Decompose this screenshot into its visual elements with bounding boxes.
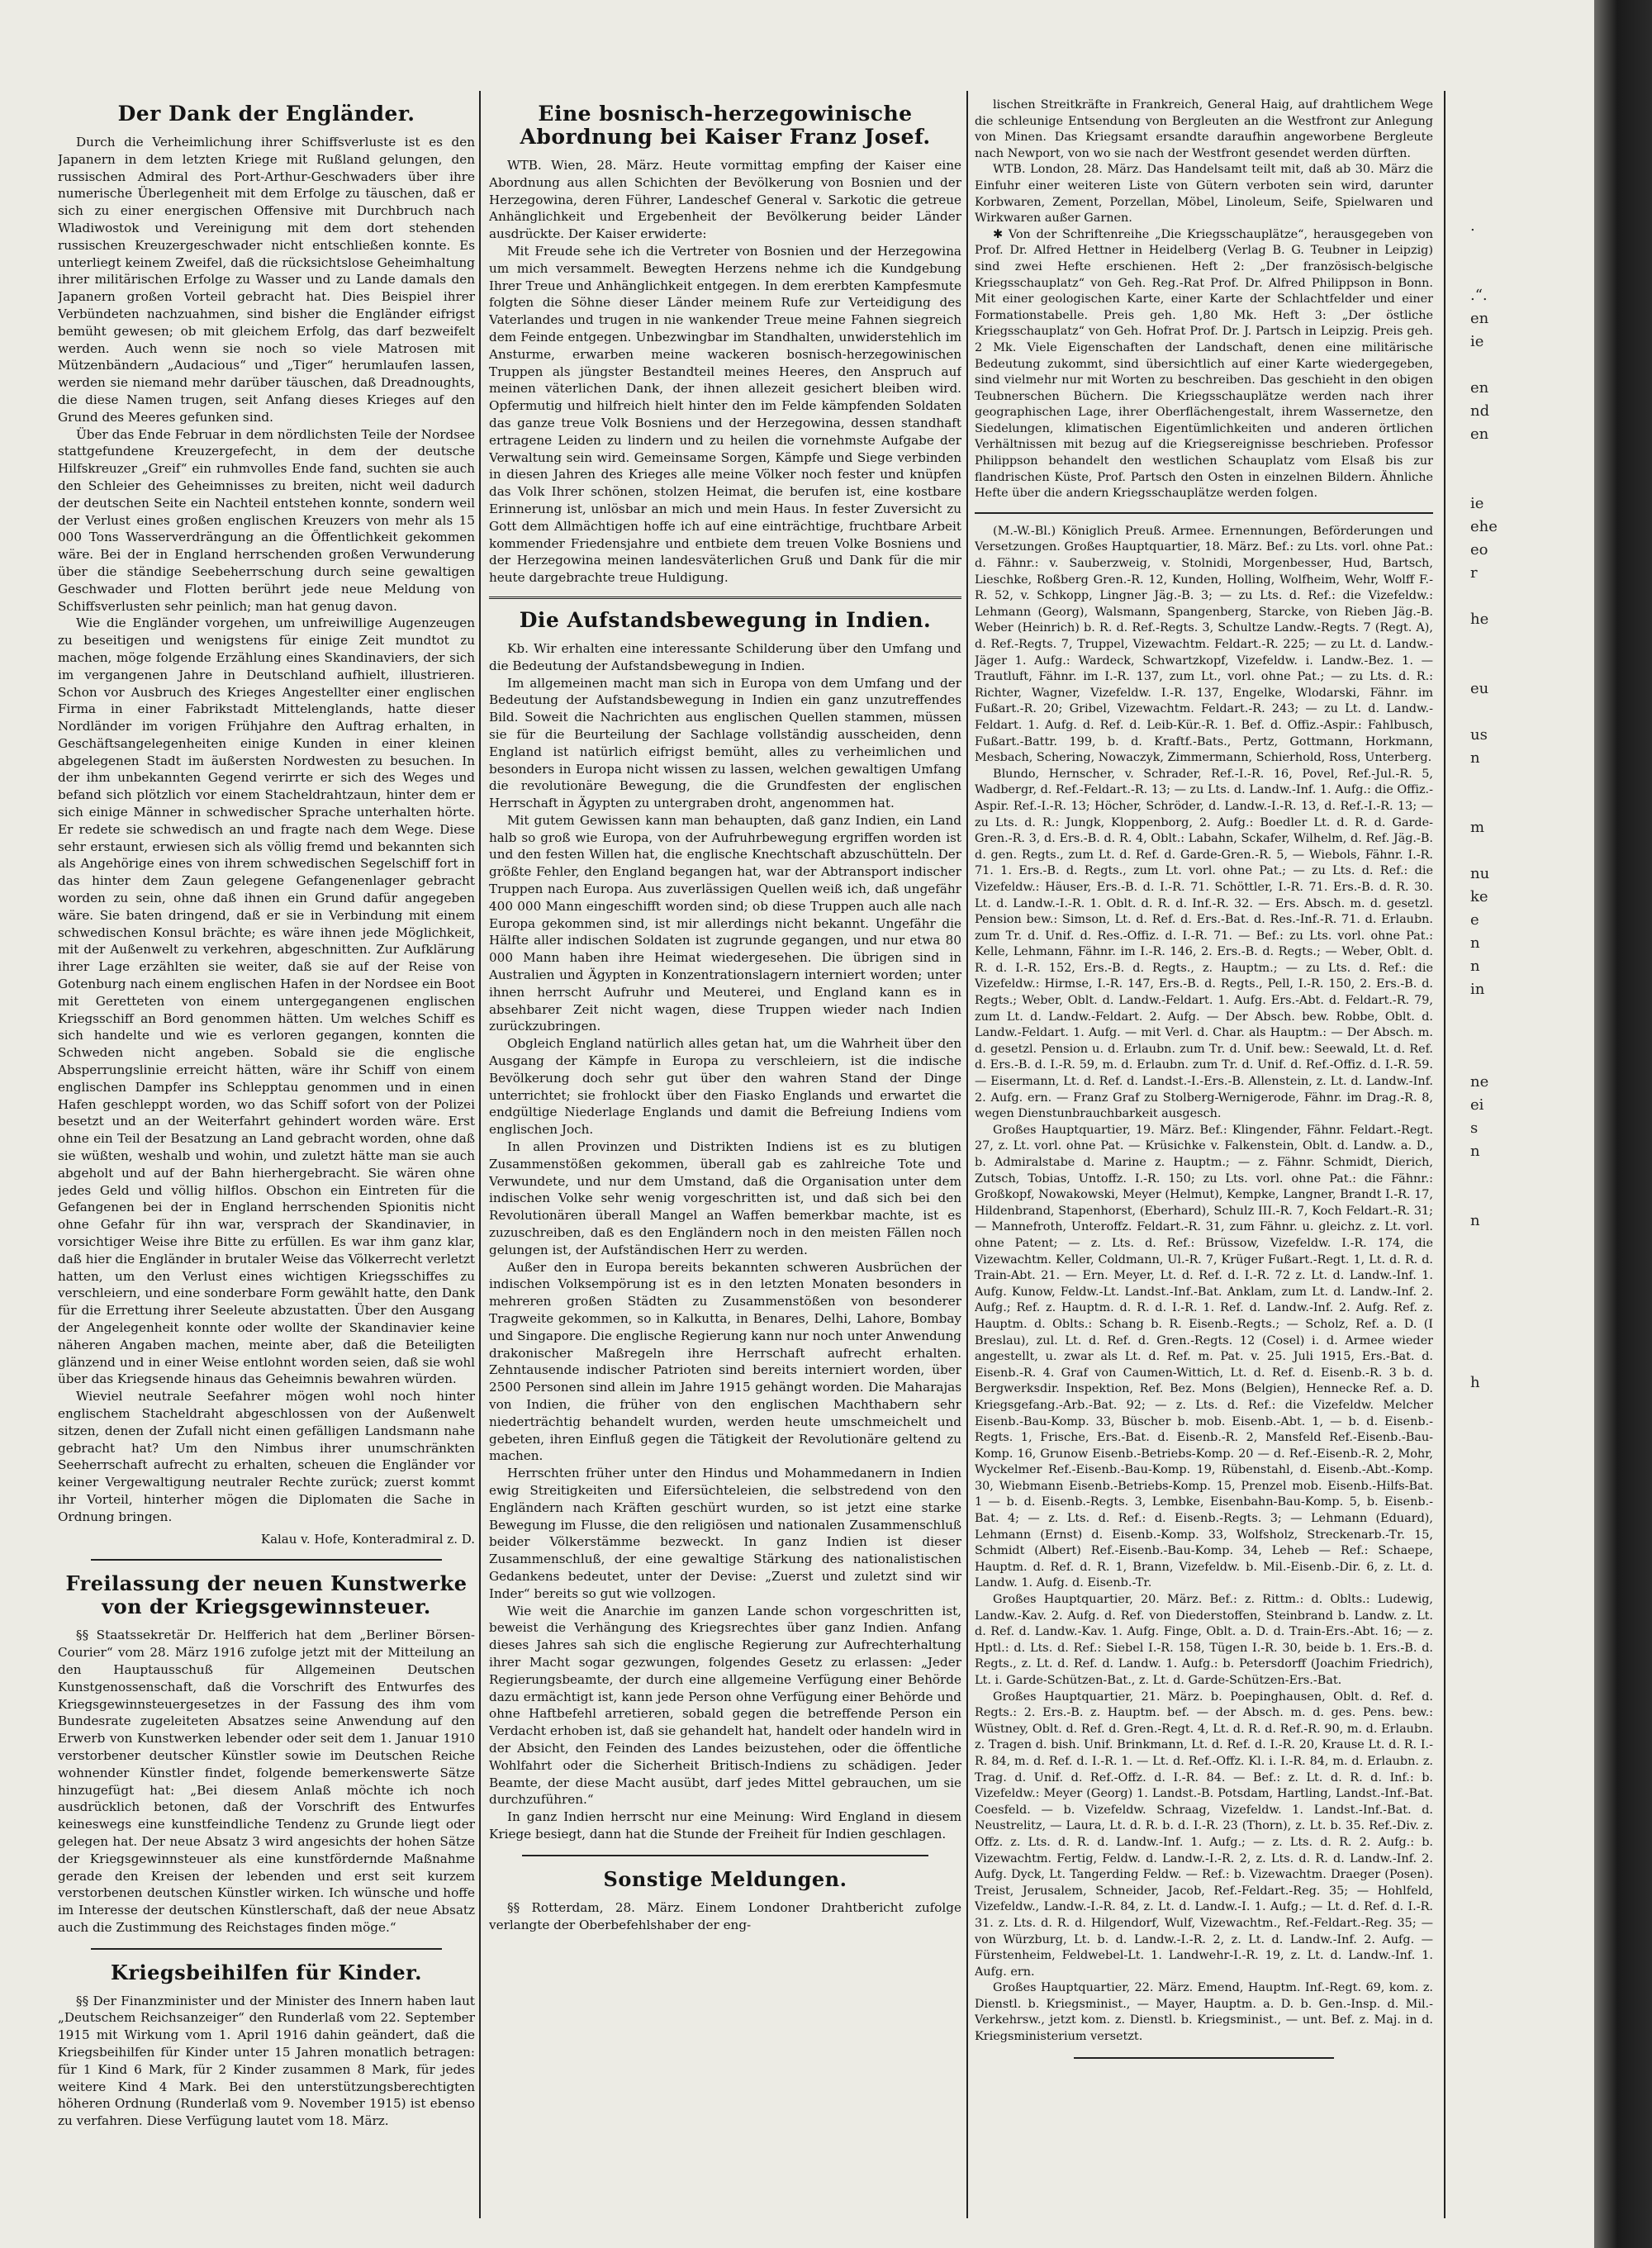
edge-fragment: eu: [1470, 680, 1489, 697]
scan-edge-shadow: [1594, 0, 1652, 2248]
article-title-kriegsbeihilfen: Kriegsbeihilfen für Kinder.: [111, 1960, 422, 1984]
adjacent-page-fragments: [1470, 215, 1594, 2156]
edge-fragment: ehe: [1470, 518, 1498, 535]
column-rule-1: [479, 91, 481, 2218]
edge-fragment: en: [1470, 310, 1489, 327]
edge-fragment: [1470, 1048, 1594, 1071]
edge-fragment: [1470, 1626, 1594, 1649]
edge-fragment: [1470, 1857, 1594, 1880]
edge-fragment: [1470, 1441, 1594, 1464]
paragraph: lischen Streitkräfte in Frankreich, General Haig, auf drahtlichem Wege die schleunige Entsendung von Bergleuten an die Westfront zur Anlegung von Minen. Das Kriegsamt ersandte daraufhin angeworbene Bergleute nach Newport, von wo sie nach der Westfront gesendet werden dürften.: [975, 98, 1433, 160]
paragraph: Großes Hauptquartier, 19. März. Bef.: Klingender, Fähnr. Feldart.-Regt. 27, z. Lt. vorl. ohne Pat. — Krüsichke v. Falkenstein, Oblt. d. Landw. a. D., b. Admiralstabe d. Marine z. Hauptm.; — z. Fähnr. Schmidt, Dierich, Zutsch, Tobias, Untoffz. I.-R. 150; zu Lts. vorl. ohne Pat.: die Fähnr.: Großkopf, Nowakowski, Meyer (Helmut), Kempke, Langner, Brandt I.-R. 17, Hildenbrand, Stapenhorst, (Eberhard), Schulz III.-R. 7, Koch Feldart.-R. 31; — Mannefroth, Unteroffz. Feldart.-R. 31, zum Fähnr. u. gleichz. z. Lt. vorl. ohne Patent; — z. Lts. d. Ref.: Brüssow, Vizefeldw. I.-R. 174, die Vizewachtm. Keller, Coldmann, Ul.-R. 7, Krüger Fußart.-Regt. 1, Lt. d. R. d. Train-Abt. 21. — Ern. Meyer, Lt. d. Ref. d. I.-R. 72 z. Lt. d. Landw.-Inf. 1. Aufg. Kunow, Feldw.-Lt. Landst.-Inf.-Bat. Anklam, zum Lt. d. Landw.-Inf. 2. Aufg.; Ref. z. Hauptm. d. R. d. I.-R. 1. Ref. d. Landw.-Inf. 2. Aufg. Ref. z. Hauptm. d. Oblts.: Schang b. R. Eisenb.-Regts.; — Scholz, Ref. a. D. (I Breslau), zul. Lt. d. Ref. d. Gren.-Regts. 12 (Cosel) i. d. Armee wieder angestellt, u. zwar als Lt. d. Ref. m. Pat. v. 25. Juli 1915, Ers.-Bat. d. Eisenb.-R. 4. Graf von Caumen-Wittich, Lt. d. Ref. d. Eisenb.-R. 3 b. d. Bergwerksdir. Inspektion, Ref. Bez. Mons (Belgien), Hennecke Ref. a. D. Kriegsgefang.-Arb.-Bat. 92; — z. Lts. d. Ref.: die Vizefeldw. Melcher Eisenb.-Bau-Komp. 33, Büscher b. mob. Eisenb.-Abt. 1, — b. d. Eisenb.-Regts. 1, Frische, Ers.-Bat. d. Eisenb.-R. 2, Mansfeld Ref.-Eisenb.-Bau-Komp. 16, Grunow Eisenb.-Betriebs-Komp. 20 — d. Ref.-Eisenb.-R. 2, Mohr, Wyckelmer Ref.-Eisenb.-Bau-Komp. 19, Rübenstahl, d. Eisenb.-Abt.-Komp. 30, Wiebmann Eisenb.-Betriebs-Komp. 15, Prenzel mob. Eisenb.-Hilfs-Bat. 1 — b. d. Eisenb.-Regts. 3, Lembke, Eisenbahn-Bau-Komp. 5, b. Eisenb.-Bat. 4; — z. Lts. d. Ref.: d. Eisenb.-Regts. 3; — Lehmann (Eduard), Lehmann (Ernst) d. Eisenb.-Komp. 33, Wolfsholz, Streckenarb.-Tr. 15, Schmidt (Albert) Ref.-Eisenb.-Bau-Komp. 34, Leheb — Ref.: Schaepe, Hauptm. d. Ref. d. R. 1, Brann, Vizefeldw. b. Mil.-Eisenb.-Dir. 6, z. Lt. d. Landw. 1. Aufg. d. Eisenb.-Tr.: [975, 1123, 1433, 1590]
edge-fragment: [1470, 1649, 1594, 1672]
edge-fragment: eo: [1470, 541, 1488, 558]
edge-fragment: [1470, 238, 1594, 261]
edge-fragment: n: [1470, 749, 1480, 767]
paragraph: Blundo, Hernscher, v. Schrader, Ref.-I.-R. 16, Povel, Ref.-Jul.-R. 5, Wadbergr, d. Ref.-Feldart.-R. 13; — zu Lts. d. Landw.-Inf. 1. Aufg.: die Offiz.-Aspir. Ref.-I.-R. 13; Höcher, Schröder, d. Landw.-I.-R. 13, d. Ref.-I.-R. 13; — zu Lts. d. R.: Jungk, Kloppenborg, 2. Aufg.: Boedler Lt. d. R. d. Garde-Gren.-R. 3, d. Ers.-B. d. R. 4, Oblt.: Labahn, Sckafer, Wilhelm, d. Ref. Jäg.-B. d. gen. Regts., zum Lt. d. Ref. d. Garde-Gren.-R. 5, — Wiebols, Fähnr. I.-R. 71. 1. Ers.-B. d. Regts., zum Lt. vorl. ohne Pat.; — zu Lts. d. Ref.: die Vizefeldw.: Häuser, Ers.-B. d. I.-R. 71. Schöttler, I.-R. 71. Ers.-B. d. R. 30. Lt. d. Landw.-I.-R. 1. Oblt. d. R. d. Inf.-R. 32. — Ers. Absch. m. d. gesetzl. Pension bew.: Simson, Lt. d. Ref. d. Ers.-Bat. d. Res.-Inf.-R. 71. d. Erlaubn. zum Tr. d. Unif. d. Res.-Offiz. d. I.-R. 71. — Bef.: zu Lts. vorl. ohne Pat.: Kelle, Lehmann, Fähnr. im I.-R. 146, 2. Ers.-B. d. Regts.; — Weber, Oblt. d. R. d. I.-R. 152, Ers.-B. d. Regts., z. Hauptm.; — zu Lts. d. Ref.: die Vizefeldw.: Hirmse, I.-R. 147, Ers.-B. d. Regts., Pell, I.-R. 150, 2. Ers.-B. d. Regts.; Weber, Oblt. d. Landw.-Feldart. 1. Aufg. Ers.-Abt. d. Feldart.-R. 79, zum Lt. d. Landw.-Feldart. 2. Aufg. — Der Absch. bew. Robbe, Oblt. d. Landw.-Feldart. 1. Aufg. — mit Verl. d. Char. als Hauptm.: — Der Absch. m. d. gesetzl. Pension u. d. Erlaubn. zum Tr. d. Unif. bew.: Seewald, Lt. d. Ref. d. Ers.-B. d. I.-R. 59, m. d. Erlaubn. zum Tr. d. Unif. d. Ref.-Offiz. d. I.-R. 59. — Eisermann, Lt. d. Ref. d. Landst.-I.-Ers.-B. Allenstein, z. Lt. d. Landw.-Inf. 2. Aufg. ern. — Franz Graf zu Stolberg-Wernigerode, Fähnr. im Drag.-R. 8, wegen Dienstunbrauchbarkeit ausgesch.: [975, 767, 1433, 1121]
edge-fragment: [1470, 1233, 1594, 1256]
edge-fragment: [1470, 631, 1594, 654]
edge-fragment: [1470, 1510, 1594, 1533]
paragraph: Obgleich England natürlich alles getan hat, um die Wahrheit über den Ausgang der Kämpfe in Europa zu verschleiern, ist die indische Bevölkerung doch sehr gut über den wahren Stand der Dinge unterrichtet; sie frohlockt über den Fiasko Englands und erwartet die endgültige Niederlage Englands und damit die Befreiung Indiens vom englischen Joch.: [489, 1036, 961, 1138]
separator: [91, 1948, 442, 1950]
edge-fragment: en: [1470, 425, 1489, 443]
paragraph: Großes Hauptquartier, 20. März. Bef.: z. Rittm.: d. Oblts.: Ludewig, Landw.-Kav. 2. Aufg. d. Ref. von Diederstoffen, Steinbrand b. Landw. z. Lt. d. Ref. d. Landw.-Kav. 1. Aufg. Finge, Oblt. a. D. d. Train-Ers.-Abt. 16; — z. Hptl.: d. Lts. d. Ref.: Siebel I.-R. 158, Tügen I.-R. 30, beide b. 1. Ers.-B. d. Regts., z. Lt. d. Ref. d. Landw. 1. Aufg.: b. Petersdorff (Joachim Friedrich), Lt. i. Garde-Schützen-Bat., z. Lt. d. Garde-Schützen-Ers.-Bat.: [975, 1593, 1433, 1687]
edge-fragment: [1470, 1325, 1594, 1348]
edge-fragment: [1470, 1927, 1594, 1950]
column-2: [489, 97, 961, 2237]
paragraph: §§ Rotterdam, 28. März. Einem Londoner Drahtbericht zufolge verlangte der Oberbefehlshaber der eng-: [489, 1899, 961, 1932]
article-title-meldungen: Sonstige Meldungen.: [603, 1866, 847, 1891]
edge-fragment: [1470, 1742, 1594, 1765]
edge-fragment: [1470, 585, 1594, 608]
paragraph: WTB. Wien, 28. März. Heute vormittag empfing der Kaiser eine Abordnung aus allen Schichten der Bevölkerung von Bosnien und der Herzegowina, deren Führer, Landeschef General v. Sarkotic die getreue Anhänglichkeit und Ergebenheit der Bevölkerung beider Länder ausdrückte. Der Kaiser erwiderte:: [489, 158, 961, 242]
column-1: [58, 97, 475, 2237]
paragraph: Großes Hauptquartier, 21. März. b. Poepinghausen, Oblt. d. Ref. d. Regts.: 2. Ers.-B. z. Hauptm. bef. — der Absch. m. d. ges. Pens. bew.: Wüstney, Oblt. d. Ref. d. Gren.-Regt. 4, Lt. d. R. d. Ref.-R. 90, m. d. Erlaubn. z. Tragen d. bish. Unif. Brinkmann, Lt. d. Ref. d. I.-R. 20, Krause Lt. d. R. I.-R. 84, m. d. Ref. d. I.-R. 1. — Lt. d. Ref.-Offz. Kl. i. I.-R. 84, m. d. Erlaubn. z. Trag. d. Unif. d. Ref.-Offz. d. I.-R. 84. — Bef.: z. Lt. d. R. d. Inf.: b. Vizefeldw.: Meyer (Georg) 1. Landst.-B. Potsdam, Hartling, Landst.-Inf.-Bat. Coesfeld. — b. Vizefeldw. Schraag, Vizefeldw. 1. Landst.-Inf.-Bat. d. Neustrelitz, — Laura, Lt. d. R. b. d. I.-R. 23 (Thorn), z. Lt. b. 35. Ref.-Div. z. Offz. z. Lts. d. R. d. Landw.-Inf. 1. Aufg.; — z. Lts. d. R. 2. Aufg.: b. Vizewachtm. Fertig, Feldw. d. Landw.-I.-R. 2, z. Lts. d. R. d. Landw.-Inf. 2. Aufg. Dyck, Lt. Tangerding Feldw. — Ref.: b. Vizewachtm. Draeger (Posen). Treist, Jerusalem, Schneider, Jacob, Ref.-Feldart.-Reg. 35; — Hohlfeld, Vizefeldw., Landw.-I.-R. 84, z. Lt. d. Landw.-I. 1. Aufg.; — Lt. d. Ref. d. I.-R. 31. z. Lts. d. R. d. Hilgendorf, Wulf, Vizewachtm., Ref.-Feldart.-Reg. 35; — von Würzburg, Lt. b. d. Landw.-I.-R. 2, z. Lt. d. Landw.-Inf. 2. Aufg. — Fürstenheim, Feldwebel-Lt. 1. Landwehr-I.-R. 19, z. Lt. d. Landw.-Inf. 1. Aufg. ern.: [975, 1690, 1433, 1979]
edge-fragment: ei: [1470, 1096, 1484, 1114]
paragraph: Über das Ende Februar in dem nördlichsten Teile der Nordsee stattgefundene Kreuzergefecht, in dem der deutsche Hilfskreuzer „Greif“ ein ruhmvolles Ende fand, suchten sie auch den Schleier des Geheimnisses zu breiten, nicht weil dadurch der deutschen Seite ein Nachteil entstehen konnte, sondern weil der Verlust eines großen englischen Kreuzers von mehr als 15 000 Tons Wasserverdrängung an die Öffentlichkeit gekommen wäre. Bei der in England herrschenden großen Verwunderung über die ständige Seebeherrschung durch seine gewaltigen Geschwader und Flotten berührt jede neue Meldung von Schiffsverlusten sehr peinlich; man hat genug davon.: [58, 426, 475, 614]
edge-fragment: [1470, 1765, 1594, 1788]
paragraph: In ganz Indien herrscht nur eine Meinung: Wird England in diesem Kriege besiegt, dann hat die Stunde der Freiheit für Indien geschlagen.: [489, 1809, 961, 1842]
edge-fragment: [1470, 1186, 1594, 1210]
paragraph: Wie weit die Anarchie im ganzen Lande schon vorgeschritten ist, beweist die Verhängung des Kriegsrechtes über ganz Indien. Anfang dieses Jahres sah sich die englische Regierung zur Aufrechterhaltung ihrer Macht sogar gezwungen, folgendes Gesetz zu erlassen: „Jeder Regierungsbeamte, der durch eine allgemeine Verfügung einer Behörde dazu ermächtigt ist, kann jede Person ohne Verfügung einer Behörde und ohne Haftbefehl arretieren, sobald gegen die betreffende Person ein Verdacht erhoben ist, daß sie gehandelt hat, handelt oder handeln wird in der Absicht, den Feinden des Landes beizustehen, oder die öffentliche Wohlfahrt oder die Sicherheit Britisch-Indiens zu schädigen. Jeder Beamte, der diese Macht ausübt, darf jedes Mittel gebrauchen, um sie durchzuführen.“: [489, 1603, 961, 1808]
edge-fragment: [1470, 701, 1594, 724]
edge-fragment: n: [1470, 934, 1480, 952]
end-rule: [1074, 2057, 1334, 2059]
article-body-kunstwerke: [58, 1627, 475, 1936]
edge-fragment: us: [1470, 726, 1488, 744]
edge-fragment: [1470, 1672, 1594, 1695]
column-rule-2: [966, 91, 968, 2218]
edge-fragment: nu: [1470, 865, 1490, 882]
paragraph: Im allgemeinen macht man sich in Europa von dem Umfang und der Bedeutung der Aufstandsbewegung in Indien ein ganz unzutreffendes Bild. Soweit die Nachrichten aus englischen Quellen stammen, müssen sie für die Beurteilung der Sachlage vollständig ausscheiden, denn England ist natürlich eifrigst bemüht, alles zu verheimlichen und besonders in Europa nicht wissen zu lassen, welchen gewaltigen Umfang die revolutionäre Bewegung, die die Grundfesten der englischen Herrschaft in Ägypten zu untergraben droht, angenommen hat.: [489, 675, 961, 811]
edge-fragment: [1470, 1464, 1594, 1487]
edge-fragment: r: [1470, 564, 1478, 582]
edge-fragment: [1470, 1279, 1594, 1302]
edge-fragment: [1470, 1348, 1594, 1371]
paragraph: (M.-W.-Bl.) Königlich Preuß. Armee. Ernennungen, Beförderungen und Versetzungen. Großes Hauptquartier, 18. März. Bef.: zu Lts. vorl. ohne Pat.: d. Fähnr.: v. Sauberzweig, v. Stolnidi, Morgenbesser, Hud, Bartsch, Lieschke, Roßberg Gren.-R. 12, Kunden, Holling, Wolfheim, Wehr, Wolff F.-R. 52, v. Schkopp, Lingner Jäg.-B. 3; — zu Lts. d. Ref.: die Vizefeldw.: Lehmann (Georg), Walsmann, Spangenberg, Starcke, von Rieben Jäg.-B. Weber (Heinrich) b. R. d. Ref.-Regts. 3, Schultze Landw.-Regts. 7 (Regt. A), d. Ref.-Regts. 7, Truppel, Vizewachtm. Feldart.-R. 225; — zu Lt. d. Landw.-Jäger 1. Aufg.: Wardeck, Schwartzkopf, Vizefeldw. i. Landw.-Bez. 1. — Trautluft, Fähnr. im I.-R. 137, zum Lt., vorl. ohne Pat.; — zu Lts. d. R.: Richter, Wagner, Vizefeldw. I.-R. 137, Engelke, Wlodarski, Fähnr. im Fußart.-R. 20; Gribel, Vizewachtm. Feldart.-R. 243; — zu Lt. d. Landw.-Feldart. 1. Aufg. d. Ref. d. Leib-Kür.-R. 1. Bef. d. Offiz.-Aspir.: Fahlbusch, Fußart.-Battr. 199, b. d. Kraftf.-Bats., Pertz, Gottmann, Horkmann, Mesbach, Schering, Nowaczyk, Zimmermann, Schierhold, Ross, Unterberg.: [975, 524, 1433, 765]
edge-fragment: n: [1470, 1143, 1480, 1160]
paragraph: §§ Der Finanzminister und der Minister des Innern haben laut „Deutschem Reichsanzeiger“ den Runderlaß vom 22. September 1915 mit Wirkung vom 1. April 1916 dahin geändert, daß die Kriegsbeihilfen für Kinder unter 15 Jahren monatlich betragen: für 1 Kind 6 Mark, für 2 Kinder zusammen 8 Mark, für jedes weitere Kind 4 Mark. Bei den unterstützungsberechtigten höheren Ordnung (Runderlaß vom 9. November 1915) ist ebenso zu verfahren. Diese Verfügung lautet vom 18. März.: [58, 1993, 475, 2129]
edge-fragment: [1470, 1903, 1594, 1927]
article-body-meldungen-cont: [975, 97, 1433, 502]
paragraph: Herrschten früher unter den Hindus und Mohammedanern in Indien ewig Streitigkeiten und Eifersüchteleien, die selbstredend von den Engländern nach Kräften geschürt wurden, so ist jetzt eine starke Bewegung im Flusse, die den religiösen und nationalen Zusammenschluß beider Völkerstämme bezweckt. In ganz Indien ist dieser Zusammenschluß, der eine gewaltige Stärkung des nationalistischen Gedankens bedeutet, unter der Devise: „Zuerst und zuletzt sind wir Inder“ bereits so gut wie vollzogen.: [489, 1466, 961, 1601]
edge-fragment: [1470, 1811, 1594, 1834]
edge-fragment: [1470, 261, 1594, 284]
article-title-kunstwerke: Freilassung der neuen Kunstwerke von der Kriegsgewinnsteuer.: [65, 1571, 468, 1619]
paragraph: Kb. Wir erhalten eine interessante Schilderung über den Umfang und die Bedeutung der Aufstandsbewegung in Indien.: [489, 640, 961, 673]
edge-fragment: [1470, 1163, 1594, 1186]
article-body-meldungen: [489, 1899, 961, 1934]
column-3: [975, 97, 1433, 2237]
edge-fragment: m: [1470, 819, 1485, 836]
edge-fragment: [1470, 793, 1594, 816]
edge-fragment: [1470, 1556, 1594, 1580]
article-body-kriegsbeihilfen: [58, 1993, 475, 2130]
edge-fragment: ke: [1470, 888, 1488, 905]
separator: [975, 512, 1433, 514]
edge-fragment: [1470, 1580, 1594, 1603]
edge-fragment: [1470, 1695, 1594, 1718]
edge-fragment: [1470, 2019, 1594, 2042]
paragraph: WTB. London, 28. März. Das Handelsamt teilt mit, daß ab 30. März die Einfuhr einer weiteren Liste von Gütern verboten sein wird, darunter Korbwaren, Zement, Porzellan, Möbel, Linoleum, Seife, Spielwaren und Wirkwaren außer Garnen.: [975, 163, 1433, 226]
edge-fragment: [1470, 1788, 1594, 1811]
edge-fragment: [1470, 839, 1594, 863]
edge-fragment: [1470, 1880, 1594, 1903]
article-body-abordnung: [489, 157, 961, 587]
article-body-armee: [975, 524, 1433, 2046]
paragraph: Außer den in Europa bereits bekannten schweren Ausbrüchen der indischen Volksempörung ist es in den letzten Monaten besonders in mehreren großen Städten zu Zusammenstößen von besonderer Tragweite gekommen, so in Kalkutta, in Benares, Delhi, Lahore, Bombay und Singapore. Die englische Regierung kann nur noch unter Anwendung drakonischer Maßregeln ihre Herrschaft aufrecht erhalten. Zehntausende indischer Patrioten sind bereits interniert worden, über 2500 Personen sind allein im Jahre 1915 gehängt worden. Die Maharajas von Indien, die früher von den englischen Machthabern sehr niederträchtig behandelt wurden, werden heute umschmeichelt und gebeten, ihren Einfluß gegen die Tätigkeit der Revolutionäre geltend zu machen.: [489, 1259, 961, 1464]
article-body-dank: [58, 134, 475, 1526]
edge-fragment: [1470, 1973, 1594, 1996]
edge-fragment: [1470, 1395, 1594, 1418]
article-signature: Kalau v. Hofe, Konteradmiral z. D.: [260, 1531, 475, 1547]
edge-fragment: [1470, 1533, 1594, 1556]
edge-fragment: [1470, 1487, 1594, 1510]
column-rule-3: [1444, 91, 1446, 2218]
edge-fragment: [1470, 1950, 1594, 1973]
separator: [489, 596, 961, 599]
edge-fragment: [1470, 354, 1594, 377]
paragraph: Großes Hauptquartier, 22. März. Emend, Hauptm. Inf.-Regt. 69, kom. z. Dienstl. b. Kriegsminist., — Mayer, Hauptm. a. D. b. Gen.-Insp. d. Mil.-Verkehrsw., jetzt kom. z. Dienstl. b. Kriegsminist., — unt. Bef. z. Maj. in d. Kriegsministerium versetzt.: [975, 1981, 1433, 2044]
paragraph: Wieviel neutrale Seefahrer mögen wohl noch hinter englischem Stacheldraht abgeschlossen von der Außenwelt sitzen, denen der Zufall nicht einen gefälligen Landsmann nahe gebracht hat? Um den Nimbus ihrer unumschränkten Seeherrschaft aufrecht zu erhalten, scheuen die Engländer vor keiner Vergewaltigung neutraler Rechte zurück; zuerst kommt ihr Vorteil, hinterher mögen die Diplomaten die Sache in Ordnung bringen.: [58, 1389, 475, 1524]
separator: [522, 1855, 928, 1856]
paragraph: Wie die Engländer vorgehen, um unfreiwillige Augenzeugen zu beseitigen und wenigstens für einige Zeit mundtot zu machen, möge folgende Erzählung eines Skandinaviers, der sich im vergangenen Jahre in Deutschland aufhielt, illustrieren. Schon vor Ausbruch des Krieges Angestellter einer englischen Firma in einer Fabrikstadt Mittelenglands, hatte dieser Nordländer im vorigen Frühjahre den Auftrag erhalten, in Geschäftsangelegenheiten einige Kunden in einer kleinen abgelegenen Stadt im äußersten Nordwesten zu besuchen. In der ihm unbekannten Gegend verirrte er sich des Weges und befand sich plötzlich vor einem Stacheldrahtzaun, hinter dem er sich einige Männer in schwedischer Sprache unterhalten hörte. Er redete sie schwedisch an und fragte nach dem Wege. Diese sehr erstaunt, erwiesen sich als völlig fremd und bekannten sich als Angehörige eines von ihrem schwedischen Segelschiff fort in das hinter dem Zaun gelegene Gefangenenlager gebracht worden zu sein, ohne daß ihnen ein Grund dafür angegeben wäre. Sie baten dringend, daß er sie in Verbindung mit einem schwedischen Konsul brächte; es wäre ihnen jede Möglichkeit, mit der Außenwelt zu verkehren, abgeschnitten. Zur Aufklärung ihrer Lage erzählten sie weiter, daß sie auf der Reise von Gotenburg nach einem englischen Hafen in der Nordsee ein Boot mit Geretteten von einem untergegangenen englischen Kriegsschiff an Bord genommen hätten. Um welches Schiff es sich handelte und wie es verloren gegangen, konnten die Schweden nicht angeben. Sobald sie die englische Absperrungslinie erreicht hätten, wäre ihr Schiff von einem englischen Dampfer ins Schlepptau genommen und in einen Hafen geschleppt worden, wo das Schiff sofort von der Polizei besetzt und an der Weiterfahrt gehindert worden wäre. Erst ohne ein Teil der Besatzung an Land gebracht worden, ohne daß sie wüßten, weshalb und wohin, und zuletzt hätte man sie auch abgeholt und auf der Bahn hierhergebracht. Sie wären ohne jedes Geld und völlig hilflos. Obschon ein Eintreten für die Gefangenen bei der in England herrschenden Spionitis nicht ohne Gefahr für ihn war, versprach der Skandinavier, in vorsichtiger Weise ihre Bitte zu erfüllen. Es war ihm ganz klar, daß hier die Engländer in brutaler Weise das Völkerrecht verletzt hatten, um den Verlust eines wichtigen Kriegsschiffes zu verschleiern, und eine sonderbare Form gewählt hatte, den Dank für die Errettung ihrer Seeleute abzustatten. Über den Ausgang der Angelegenheit konnte oder wollte der Skandinavier keine näheren Angaben machen, meinte aber, daß die Beteiligten glänzend und in einer Weise entlohnt worden seien, daß sie wohl über das Kriegsende hinaus das Geheimnis bewahren würden.: [58, 615, 475, 1387]
edge-fragment: [1470, 1603, 1594, 1626]
article-body-indien: [489, 640, 961, 1843]
edge-fragment: .“.: [1470, 287, 1488, 304]
article-title-indien: Die Aufstandsbewegung in Indien.: [519, 607, 932, 632]
edge-fragment: ie: [1470, 333, 1484, 350]
edge-fragment: h: [1470, 1374, 1480, 1391]
edge-fragment: [1470, 1024, 1594, 1048]
paragraph: §§ Staatssekretär Dr. Helfferich hat dem „Berliner Börsen-Courier“ vom 28. März 1916 zufolge jetzt mit der Mitteilung an den Hauptausschuß für Allgemeinen Deutschen Kunstgenossenschaft, daß die Vorschrift des Entwurfes des Kriegsgewinnsteuergesetzes in der Fassung des ihm vom Bundesrate zugeleiteten Absatzes seine Anwendung auf den Erwerb von Kunstwerken lebender oder seit dem 1. Januar 1910 verstorbener deutscher Künstler sowie im Deutschen Reiche wohnender Künstler findet, folgende bemerkenswerte Sätze hinzugefügt hat: „Bei diesem Anlaß möchte ich noch ausdrücklich betonen, daß der Vorschrift des Entwurfes keineswegs eine kunstfeindliche Tendenz zu Grunde liegt oder gelegen hat. Der neue Absatz 3 wird angesichts der hohen Sätze der Kriegsgewinnsteuer als eine kunstfördernde Maßnahme gerade den Kreisen der lebenden und erst seit kurzem verstorbenen deutschen Künstler wirken. Ich wünsche und hoffe im Interesse der deutschen Künstlerschaft, daß der neue Absatz auch die Zustimmung des Reichstages finden möge.“: [58, 1628, 475, 1935]
edge-fragment: ne: [1470, 1073, 1489, 1091]
edge-fragment: he: [1470, 611, 1489, 628]
edge-fragment: [1470, 1834, 1594, 1857]
paragraph: ✱ Von der Schriftenreihe „Die Kriegsschauplätze“, herausgegeben von Prof. Dr. Alfred Hettner in Heidelberg (Verlag B. G. Teubner in Leipzig) sind zwei Hefte erschienen. Heft 2: „Der französisch-belgische Kriegsschauplatz“ von Geh. Reg.-Rat Prof. Dr. Alfred Philippson in Bonn. Mit einer geologischen Karte, einer Karte der Schlachtfelder und einer Formationstabelle. Preis geh. 1,80 Mk. Heft 3: „Der östliche Kriegsschauplatz“ von Geh. Hofrat Prof. Dr. J. Partsch in Leipzig. Preis geh. 2 Mk. Viele Eigenschaften der Landschaft, denen eine militärische Bedeutung zukommt, sind übersichtlich auf einer Karte wiedergegeben, sind vielmehr nur mit Worten zu beschreiben. Das geschieht in den obigen Teubnerschen Büchern. Die Kriegsschauplätze werden nach ihrer geographischen Lage, ihrer Oberflächengestalt, ihrem Wassernetze, den Siedelungen, klimatischen Eigentümlichkeiten und anderen örtlichen Verhältnissen mit bezug auf die Kriegsereignisse beschrieben. Professor Philippson behandelt den westlichen Schauplatz vom Elsaß bis zur flandrischen Küste, Prof. Partsch den Osten in einzelnen Bildern. Ähnliche Hefte über die andern Kriegsschauplätze werden folgen.: [975, 227, 1433, 501]
edge-fragment: [1470, 469, 1594, 492]
edge-fragment: n: [1470, 1212, 1480, 1229]
edge-fragment: nd: [1470, 402, 1490, 420]
edge-fragment: [1470, 1418, 1594, 1441]
paragraph: Durch die Verheimlichung ihrer Schiffsverluste ist es den Japanern in dem letzten Kriege mit Rußland gelungen, den russischen Admiral des Port-Arthur-Geschwaders über ihre numerische Überlegenheit mit dem Erfolge zu täuschen, daß er sich zu einer energischen Offensive mit Durchbruch nach Wladiwostok und Vereinigung mit dem dort stehenden russischen Kreuzergeschwader nicht entschließen konnte. Es unterliegt keinem Zweifel, daß die rücksichtslose Geheimhaltung ihrer militärischen Erfolge zu Wasser und zu Lande damals den Japanern großen Vorteil gebracht hat. Dies Beispiel ihrer Verbündeten nachzuahmen, sind bisher die Engländer eifrigst bemüht gewesen; ob mit gleichem Erfolg, das darf bezweifelt werden. Auch wenn sie noch so viele Matrosen mit Mützenbändern „Audacious“ und „Tiger“ herumlaufen lassen, werden sie niemand mehr darüber täuschen, daß Dreadnoughts, die diese Namen trugen, seit Anfang dieses Krieges auf den Grund des Meeres gefunken sind.: [58, 135, 475, 425]
edge-fragment: n: [1470, 958, 1480, 975]
edge-fragment: .: [1470, 217, 1475, 235]
edge-fragment: [1470, 1256, 1594, 1279]
edge-fragment: [1470, 1718, 1594, 1742]
paragraph: In allen Provinzen und Distrikten Indiens ist es zu blutigen Zusammenstößen gekommen, überall gab es zahlreiche Tote und Verwundete, und nur dem Umstand, daß die Organisation unter dem indischen Volke sehr wenig vorgeschritten ist, und daß sich bei den Revolutionären überall Mangel an Waffen bemerkbar machte, ist es zuzuschreiben, daß es den Engländern noch in den meisten Fällen noch gelungen ist, der Aufständischen Herr zu werden.: [489, 1139, 961, 1257]
edge-fragment: [1470, 446, 1594, 469]
edge-fragment: en: [1470, 379, 1489, 397]
edge-fragment: [1470, 1001, 1594, 1024]
edge-fragment: [1470, 654, 1594, 677]
edge-fragment: [1470, 1302, 1594, 1325]
edge-fragment: [1470, 770, 1594, 793]
separator: [91, 1559, 442, 1561]
edge-fragment: s: [1470, 1119, 1479, 1137]
article-title-dank: Der Dank der Engländer.: [117, 102, 415, 126]
article-title-abordnung: Eine bosnisch-herzegowinische Abordnung bei Kaiser Franz Josef.: [520, 102, 931, 149]
paragraph: Mit gutem Gewissen kann man behaupten, daß ganz Indien, ein Land halb so groß wie Europa, von der Aufruhrbewegung ergriffen worden ist und den festen Willen hat, die englische Knechtschaft abzuschütteln. Der größte Fehler, den England begangen hat, war der Abtransport indischer Truppen nach Europa. Aus zuverlässigen Quellen weiß ich, daß ungefähr 400 000 Mann eingeschifft worden sind; ob diese Truppen auch alle nach Europa gekommen sind, ist mir allerdings nicht bekannt. Ungefähr die Hälfte aller indischen Soldaten ist zugrunde gegangen, und nur etwa 80 000 Mann haben ihre Heimat wiedergesehen. Die übrigen sind in Australien und Ägypten in Konzentrationslagern interniert worden; unter ihnen herrscht Aufruhr und Meuterei, und England kann es in absehbarer Zeit nicht wagen, diese Truppen wieder nach Indien zurückzubringen.: [489, 812, 961, 1034]
paragraph: Mit Freude sehe ich die Vertreter von Bosnien und der Herzegowina um mich versammelt. Bewegten Herzens nehme ich die Kundgebung Ihrer Treue und Anhänglichkeit entgegen. In dem ererbten Kampfesmute folgten die Söhne dieser Länder meinem Rufe zur Verteidigung des Vaterlandes und trugen in nie wankender Treue meine Fahnen siegreich dem Feinde entgegen. Unbezwingbar im Standhalten, unwiderstehlich im Ansturme, erwarben meine wackeren bosnisch-herzegowinischen Truppen als jüngster Bestandteil meines Heeres, den Anspruch auf meinen väterlichen Dank, der ihnen allezeit gesichert bleiben wird. Opfermutig und hilfreich hielt hinter den im Felde kämpfenden Soldaten das ganze treue Volk Bosniens und der Herzegowina, dessen standhaft ertragene Leiden zu lindern und zu heilen die vornehmste Aufgabe der Verwaltung sein wird. Gemeinsame Sorgen, Kämpfe und Siege verbinden in diesen Jahren des Krieges alle meine Völker noch fester und knüpfen das Volk Ihrer schönen, stolzen Heimat, die berufen ist, eine kostbare Erinnerung ist, unlösbar an mich und mein Haus. In fester Zuversicht zu Gott dem Allmächtigen hoffe ich auf eine einträchtige, fruchtbare Arbeit kommender Friedensjahre und entbiete dem treuen Volke Bosniens und der Herzegowina meinen landesväterlichen Gruß und Dank für die mir heute dargebrachte treue Huldigung.: [489, 243, 961, 586]
edge-fragment: [1470, 1996, 1594, 2019]
edge-fragment: e: [1470, 911, 1479, 929]
edge-fragment: in: [1470, 981, 1485, 998]
edge-fragment: ie: [1470, 495, 1484, 512]
